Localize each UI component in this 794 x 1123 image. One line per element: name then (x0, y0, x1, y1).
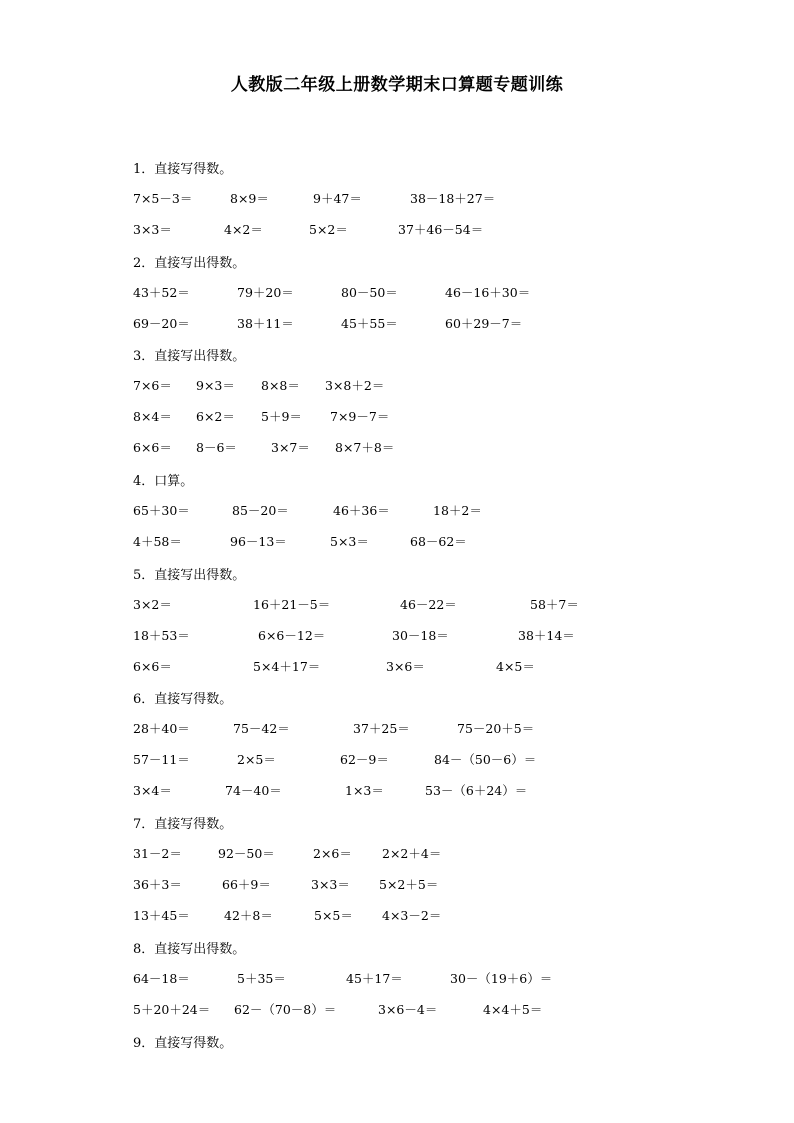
arithmetic-problem: 37＋46－54＝ (398, 222, 484, 237)
arithmetic-problem: 5×4＋17＝ (253, 659, 321, 674)
arithmetic-problem: 60＋29－7＝ (445, 316, 523, 331)
question-heading: 9．直接写得数。 (133, 1036, 233, 1051)
arithmetic-problem: 9＋47＝ (313, 191, 362, 206)
arithmetic-problem: 37＋25＝ (353, 721, 410, 736)
arithmetic-problem: 57－11＝ (133, 752, 190, 767)
arithmetic-problem: 92－50＝ (218, 846, 275, 861)
arithmetic-problem: 31－2＝ (133, 846, 182, 861)
arithmetic-problem: 84－（50－6）＝ (434, 752, 537, 767)
arithmetic-problem: 30－（19＋6）＝ (450, 971, 553, 986)
arithmetic-problem: 5＋35＝ (237, 971, 286, 986)
arithmetic-problem: 3×6－4＝ (378, 1002, 438, 1017)
arithmetic-problem: 16＋21－5＝ (253, 597, 331, 612)
arithmetic-problem: 8×7＋8＝ (335, 440, 395, 455)
arithmetic-problem: 6×6＝ (133, 659, 172, 674)
arithmetic-problem: 3×6＝ (386, 659, 425, 674)
arithmetic-problem: 45＋55＝ (341, 316, 398, 331)
arithmetic-problem: 6×2＝ (196, 409, 235, 424)
question-heading: 4．口算。 (133, 474, 194, 489)
arithmetic-problem: 69－20＝ (133, 316, 190, 331)
arithmetic-problem: 3×4＝ (133, 783, 172, 798)
arithmetic-problem: 46－22＝ (400, 597, 457, 612)
arithmetic-problem: 3×2＝ (133, 597, 172, 612)
arithmetic-problem: 96－13＝ (230, 534, 287, 549)
arithmetic-problem: 2×6＝ (313, 846, 352, 861)
arithmetic-problem: 4×3－2＝ (382, 908, 442, 923)
arithmetic-problem: 5＋9＝ (261, 409, 302, 424)
arithmetic-problem: 4＋58＝ (133, 534, 182, 549)
arithmetic-problem: 80－50＝ (341, 285, 398, 300)
arithmetic-problem: 2×2＋4＝ (382, 846, 442, 861)
arithmetic-problem: 7×6＝ (133, 378, 172, 393)
arithmetic-problem: 2×5＝ (237, 752, 276, 767)
arithmetic-problem: 5×2＋5＝ (379, 877, 439, 892)
arithmetic-problem: 43＋52＝ (133, 285, 190, 300)
arithmetic-problem: 5＋20＋24＝ (133, 1002, 211, 1017)
arithmetic-problem: 1×3＝ (345, 783, 384, 798)
arithmetic-problem: 62－（70－8）＝ (234, 1002, 337, 1017)
arithmetic-problem: 3×7＝ (271, 440, 310, 455)
arithmetic-problem: 6×6＝ (133, 440, 172, 455)
arithmetic-problem: 46＋36＝ (333, 503, 390, 518)
arithmetic-problem: 64－18＝ (133, 971, 190, 986)
arithmetic-problem: 18＋2＝ (433, 503, 482, 518)
arithmetic-problem: 38＋11＝ (237, 316, 294, 331)
arithmetic-problem: 5×3＝ (330, 534, 369, 549)
arithmetic-problem: 36＋3＝ (133, 877, 182, 892)
question-heading: 1．直接写得数。 (133, 162, 233, 177)
arithmetic-problem: 4×2＝ (224, 222, 263, 237)
question-heading: 7．直接写得数。 (133, 817, 233, 832)
arithmetic-problem: 7×5－3＝ (133, 191, 193, 206)
arithmetic-problem: 62－9＝ (340, 752, 389, 767)
arithmetic-problem: 3×3＝ (133, 222, 172, 237)
arithmetic-problem: 7×9－7＝ (330, 409, 390, 424)
arithmetic-problem: 18＋53＝ (133, 628, 190, 643)
arithmetic-problem: 42＋8＝ (224, 908, 273, 923)
arithmetic-problem: 68－62＝ (410, 534, 467, 549)
arithmetic-problem: 38＋14＝ (518, 628, 575, 643)
arithmetic-problem: 6×6－12＝ (258, 628, 326, 643)
arithmetic-problem: 66＋9＝ (222, 877, 271, 892)
arithmetic-problem: 3×3＝ (311, 877, 350, 892)
arithmetic-problem: 5×5＝ (314, 908, 353, 923)
question-heading: 6．直接写得数。 (133, 692, 233, 707)
arithmetic-problem: 28＋40＝ (133, 721, 190, 736)
arithmetic-problem: 3×8＋2＝ (325, 378, 385, 393)
arithmetic-problem: 75－42＝ (233, 721, 290, 736)
arithmetic-problem: 5×2＝ (309, 222, 348, 237)
question-heading: 3．直接写出得数。 (133, 349, 246, 364)
arithmetic-problem: 4×5＝ (496, 659, 535, 674)
arithmetic-problem: 53－（6＋24）＝ (425, 783, 528, 798)
arithmetic-problem: 13＋45＝ (133, 908, 190, 923)
arithmetic-problem: 58＋7＝ (530, 597, 579, 612)
arithmetic-problem: 38－18＋27＝ (410, 191, 496, 206)
arithmetic-problem: 85－20＝ (232, 503, 289, 518)
arithmetic-problem: 74－40＝ (225, 783, 282, 798)
arithmetic-problem: 9×3＝ (196, 378, 235, 393)
arithmetic-problem: 8－6＝ (196, 440, 237, 455)
arithmetic-problem: 75－20＋5＝ (457, 721, 535, 736)
arithmetic-problem: 8×8＝ (261, 378, 300, 393)
arithmetic-problem: 30－18＝ (392, 628, 449, 643)
arithmetic-problem: 4×4＋5＝ (483, 1002, 543, 1017)
question-heading: 5．直接写出得数。 (133, 568, 246, 583)
arithmetic-problem: 65＋30＝ (133, 503, 190, 518)
arithmetic-problem: 46－16＋30＝ (445, 285, 531, 300)
arithmetic-problem: 8×4＝ (133, 409, 172, 424)
arithmetic-problem: 8×9＝ (230, 191, 269, 206)
arithmetic-problem: 79＋20＝ (237, 285, 294, 300)
page-title: 人教版二年级上册数学期末口算题专题训练 (230, 75, 564, 95)
question-heading: 8．直接写出得数。 (133, 942, 246, 957)
question-heading: 2．直接写出得数。 (133, 256, 246, 271)
arithmetic-problem: 45＋17＝ (346, 971, 403, 986)
